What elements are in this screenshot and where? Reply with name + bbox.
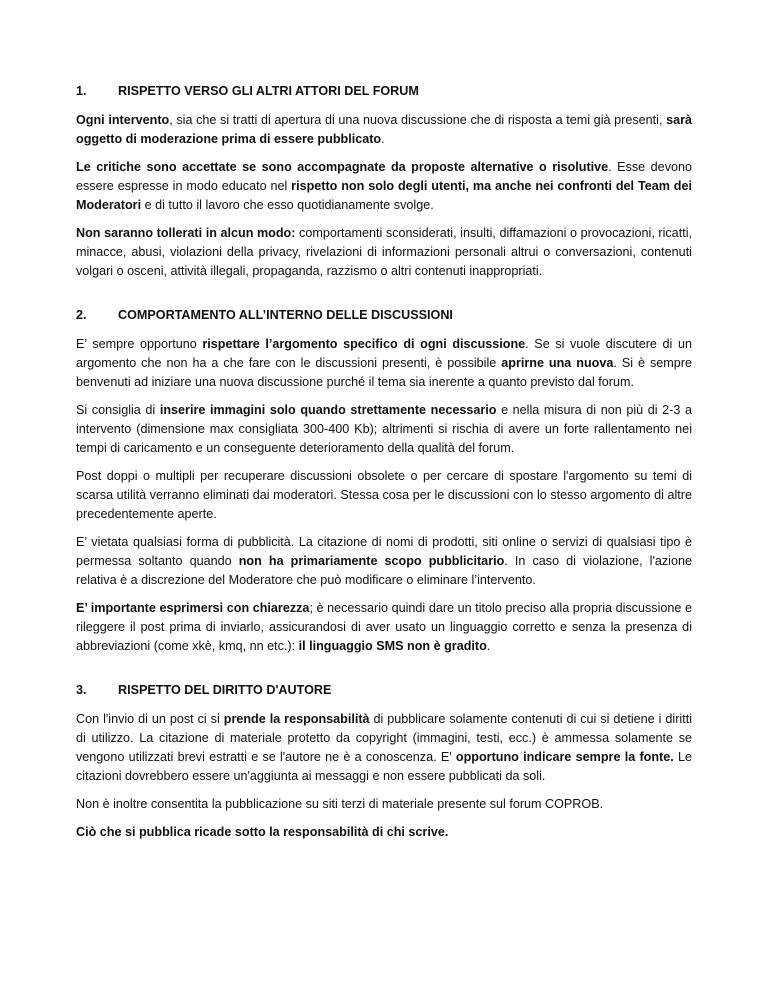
paragraph: E’ vietata qualsiasi forma di pubblicità. La citazione di nomi di prodotti, siti online o servizi di qualsiasi tipo è permessa soltanto quando non ha primariamente scopo pubblicitario. In caso di violazione, l'azione relativa è a discrezione del Moderatore che può modificare o eliminare l’intervento. <box>76 535 692 587</box>
paragraph: Si consiglia di inserire immagini solo quando strettamente necessario e nella misura di non più di 2-3 a intervento (dimensione max consigliata 300-400 Kb); altrimenti si rischia di avere un forte rallentamento nei tempi di caricamento e un conseguente deterioramento della qualità del forum. <box>76 403 692 455</box>
paragraph: Ciò che si pubblica ricade sotto la responsabilità di chi scrive. <box>76 825 449 839</box>
section-title: RISPETTO VERSO GLI ALTRI ATTORI DEL FORUM <box>118 84 419 98</box>
section-heading <box>76 82 692 101</box>
section-number: 2. <box>76 308 87 322</box>
section-number: 1. <box>76 84 87 98</box>
section-heading <box>76 306 692 325</box>
section-heading <box>76 681 692 700</box>
section-title: RISPETTO DEL DIRITTO D'AUTORE <box>118 683 332 697</box>
paragraph: Le critiche sono accettate se sono accompagnate da proposte alternative o risolutive. Esse devono essere espresse in modo educato nel rispetto non solo degli utenti, ma anche nei confronti del Team dei Moderatori e di tutto il lavoro che esso quotidianamente svolge. <box>76 160 692 212</box>
paragraph: E’ sempre opportuno rispettare l’argomento specifico di ogni discussione. Se si vuole discutere di un argomento che non ha a che fare con le discussioni presenti, è possibile aprirne una nuova. Si è sempre benvenuti ad iniziare una nuova discussione purché il tema sia inerente a quanto previsto dal forum. <box>76 337 692 389</box>
section-title: COMPORTAMENTO ALL’INTERNO DELLE DISCUSSIONI <box>118 308 453 322</box>
paragraph: E’ importante esprimersi con chiarezza; è necessario quindi dare un titolo preciso alla propria discussione e rileggere il post prima di inviarlo, assicurandosi di aver usato un linguaggio corretto e senza la presenza di abbreviazioni (come xkè, kmq, nn etc.): il linguaggio SMS non è gradito. <box>76 601 692 653</box>
paragraph: Con l'invio di un post ci si prende la responsabilità di pubblicare solamente contenuti di cui si detiene i diritti di utilizzo. La citazione di materiale protetto da copyright (immagini, testi, ecc.) è ammessa solamente se vengono utilizzati brevi estratti e se l'autore ne è a conoscenza. E' opportuno indicare sempre la fonte. Le citazioni dovrebbero essere un'aggiunta ai messaggi e non essere pubblicati da soli. <box>76 712 692 783</box>
section-1 <box>76 82 692 281</box>
paragraph: Non è inoltre consentita la pubblicazione su siti terzi di materiale presente sul forum COPROB. <box>76 797 604 811</box>
section-2 <box>76 306 692 656</box>
paragraph: Non saranno tollerati in alcun modo: comportamenti sconsiderati, insulti, diffamazioni o provocazioni, ricatti, minacce, abusi, violazioni della privacy, rivelazioni di informazioni personali altrui o conversazioni, contenuti volgari o osceni, attività illegali, propaganda, razzismo o altri contenuti inappropriati. <box>76 226 692 278</box>
paragraph: Post doppi o multipli per recuperare discussioni obsolete o per cercare di spostare l'argomento su temi di scarsa utilità verranno eliminati dai moderatori. Stessa cosa per le discussioni con lo stesso argomento di altre precedentemente aperte. <box>76 469 692 521</box>
section-number: 3. <box>76 683 87 697</box>
document-page <box>76 82 692 867</box>
section-3 <box>76 681 692 842</box>
paragraph: Ogni intervento, sia che si tratti di apertura di una nuova discussione che di risposta a temi già presenti, sarà oggetto di moderazione prima di essere pubblicato. <box>76 113 693 146</box>
